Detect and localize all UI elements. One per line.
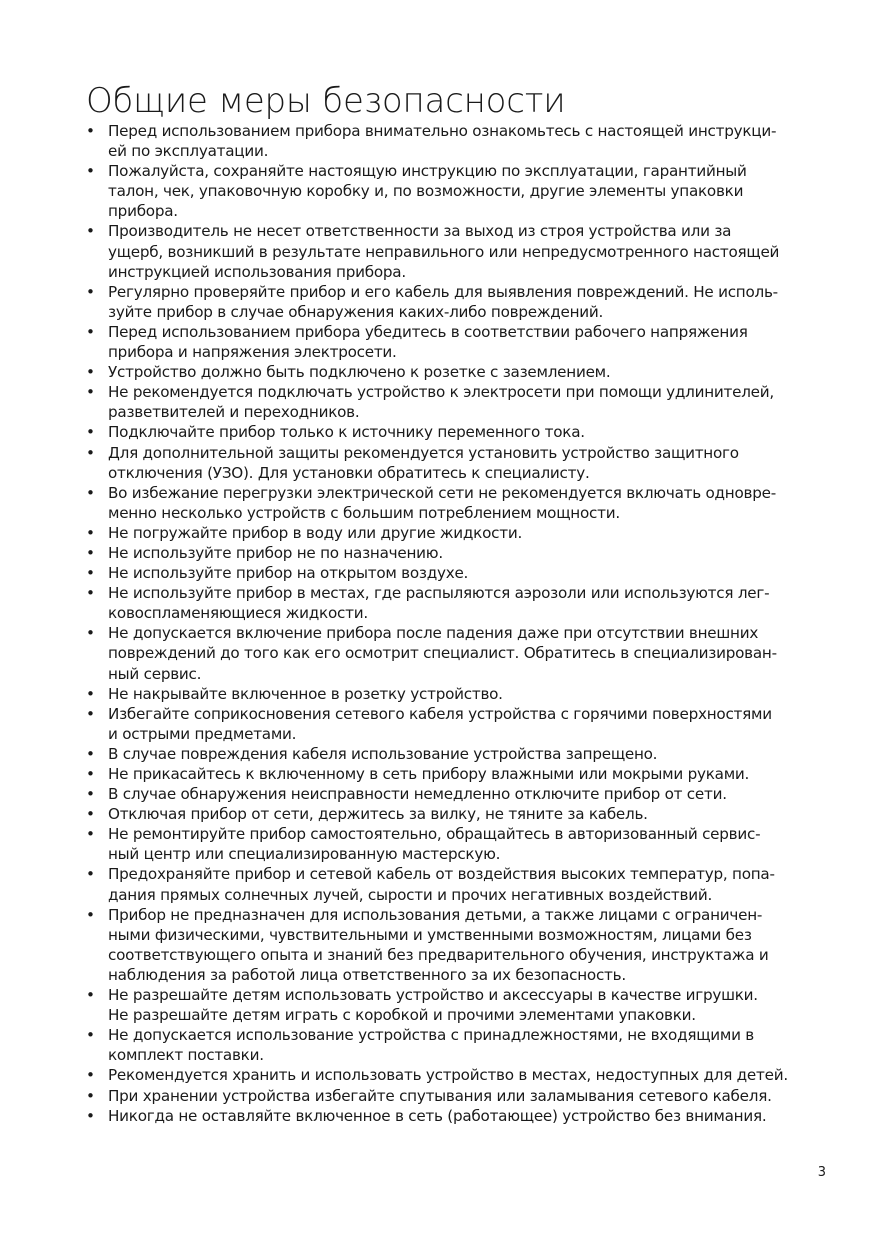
list-item-text: Никогда не оставляйте включенное в сеть (работающее) устройство без внимания. xyxy=(108,1106,767,1125)
list-item xyxy=(86,161,816,221)
list-item xyxy=(86,221,816,281)
list-item xyxy=(86,483,816,523)
list-item-text: Подключайте прибор только к источнику переменного тока. xyxy=(108,423,585,442)
list-item-text: Перед использованием прибора убедитесь в соответствии рабочего напряжения прибора и напряжения электросети. xyxy=(108,322,748,362)
list-item-text: В случае повреждения кабеля использование устройства запрещено. xyxy=(108,744,658,763)
list-item-text: Не используйте прибор в местах, где распыляются аэрозоли или используются лег- ковоспламеняющиеся жидкости. xyxy=(108,584,770,623)
list-item xyxy=(86,523,816,543)
list-item xyxy=(86,623,816,683)
list-item xyxy=(86,905,816,985)
bullet-icon: • xyxy=(86,584,95,603)
list-item xyxy=(86,422,816,442)
bullet-icon: • xyxy=(86,443,95,462)
list-item xyxy=(86,684,816,704)
bullet-icon: • xyxy=(86,423,95,442)
list-item xyxy=(86,382,816,422)
bullet-icon: • xyxy=(86,122,95,140)
list-item-text: Во избежание перегрузки электрической сети не рекомендуется включать одновре- менно несколько устройств с большим потреблением мощности. xyxy=(108,483,776,522)
bullet-icon: • xyxy=(86,1086,95,1105)
bullet-icon: • xyxy=(86,765,95,783)
list-item-text: Регулярно проверяйте прибор и его кабель для выявления повреждений. Не исполь- зуйте прибор в случае обнаружения каких-либо повреждений. xyxy=(108,282,778,321)
bullet-icon: • xyxy=(86,865,95,884)
list-item xyxy=(86,121,816,161)
bullet-icon: • xyxy=(86,684,95,703)
list-item xyxy=(86,583,816,623)
list-item xyxy=(86,764,816,784)
list-item xyxy=(86,563,816,583)
list-item-text: Избегайте соприкосновения сетевого кабеля устройства с горячими поверхностями и острыми предметами. xyxy=(108,704,772,743)
list-item xyxy=(86,704,816,744)
bullet-icon: • xyxy=(86,282,95,301)
bullet-icon: • xyxy=(86,543,95,562)
list-item xyxy=(86,282,816,322)
list-item-text: Производитель не несет ответственности за выход из строя устройства или за ущерб, возникший в результате неправильного или непредусмотренного настоящей инструкцией использования прибора. xyxy=(108,222,780,281)
page-number: 3 xyxy=(817,1165,826,1180)
bullet-icon: • xyxy=(86,805,95,824)
bullet-icon: • xyxy=(86,322,95,341)
list-item-text: Не используйте прибор не по назначению. xyxy=(108,543,443,562)
list-item-text: В случае обнаружения неисправности немедленно отключите прибор от сети. xyxy=(108,785,727,804)
list-item-text: Не используйте прибор на открытом воздухе. xyxy=(108,564,469,583)
bullet-icon: • xyxy=(86,523,95,542)
list-item-text: Не разрешайте детям использовать устройство и аксессуары в качестве игрушки. Не разрешайте детям играть с коробкой и прочими элементами упаковки. xyxy=(108,986,758,1025)
page-title: Общие меры безопасности xyxy=(86,81,566,121)
bullet-icon: • xyxy=(86,704,95,723)
list-item xyxy=(86,1106,816,1126)
list-item-text: Не рекомендуется подключать устройство к электросети при помощи удлинителей, разветвителей и переходников. xyxy=(108,383,774,422)
bullet-icon: • xyxy=(86,222,95,241)
bullet-icon: • xyxy=(86,1066,95,1085)
list-item xyxy=(86,443,816,483)
bullet-icon: • xyxy=(86,383,95,402)
list-item-text: Не накрывайте включенное в розетку устройство. xyxy=(108,684,503,703)
bullet-icon: • xyxy=(86,624,95,643)
list-item-text: Прибор не предназначен для использования детьми, а также лицами с ограничен- ными физическими, чувствительными и умственными возможностям, лицами без соответствующего опыта и знаний без предварительного обучения, инструктажа и наблюдения за работой лица ответственного за их безопасность. xyxy=(108,905,769,984)
list-item-text: Для дополнительной защиты рекомендуется установить устройство защитного отключения (УЗО). Для установки обратитесь к специалисту. xyxy=(108,443,739,482)
list-item-text: Пожалуйста, сохраняйте настоящую инструкцию по эксплуатации, гарантийный талон, чек, упаковочную коробку и, по возможности, другие элементы упаковки прибора. xyxy=(108,162,747,221)
bullet-icon: • xyxy=(86,363,95,382)
list-item-text: Предохраняйте прибор и сетевой кабель от воздействия высоких температур, попа- дания прямых солнечных лучей, сырости и прочих негативных воздействий. xyxy=(108,865,775,904)
bullet-icon: • xyxy=(86,564,95,583)
list-item-text: При хранении устройства избегайте спутывания или заламывания сетевого кабеля. xyxy=(108,1086,772,1105)
bullet-icon: • xyxy=(86,483,95,502)
bullet-icon: • xyxy=(86,1026,95,1045)
bullet-icon: • xyxy=(86,1106,95,1125)
bullet-icon: • xyxy=(86,825,95,844)
list-item-text: Перед использованием прибора внимательно ознакомьтесь с настоящей инструкци- ей по эксплуатации. xyxy=(108,122,777,161)
list-item-text: Не прикасайтесь к включенному в сеть прибору влажными или мокрыми руками. xyxy=(108,765,750,783)
list-item xyxy=(86,864,816,904)
list-item xyxy=(86,784,816,804)
bullet-icon: • xyxy=(86,162,95,181)
list-item xyxy=(86,985,816,1025)
list-item xyxy=(86,1065,816,1085)
safety-measures-list xyxy=(86,121,816,1126)
list-item-text: Не погружайте прибор в воду или другие жидкости. xyxy=(108,523,523,542)
list-item-text: Не допускается использование устройства с принадлежностями, не входящими в комплект поставки. xyxy=(108,1026,754,1065)
list-item xyxy=(86,322,816,362)
list-item-text: Не допускается включение прибора после падения даже при отсутствии внешних повреждений до того как его осмотрит специалист. Обратитесь в специализирован- ный сервис. xyxy=(108,624,777,683)
list-item xyxy=(86,362,816,382)
list-item xyxy=(86,824,816,864)
list-item-text: Отключая прибор от сети, держитесь за вилку, не тяните за кабель. xyxy=(108,805,648,824)
list-item xyxy=(86,804,816,824)
list-item xyxy=(86,1086,816,1106)
list-item-text: Устройство должно быть подключено к розетке с заземлением. xyxy=(108,363,611,382)
bullet-icon: • xyxy=(86,986,95,1005)
list-item xyxy=(86,1025,816,1065)
list-item xyxy=(86,543,816,563)
bullet-icon: • xyxy=(86,905,95,924)
list-item xyxy=(86,744,816,764)
bullet-icon: • xyxy=(86,744,95,763)
bullet-icon: • xyxy=(86,785,95,804)
list-item-text: Не ремонтируйте прибор самостоятельно, обращайтесь в авторизованный сервис- ный центр или специализированную мастерскую. xyxy=(108,825,761,864)
list-item-text: Рекомендуется хранить и использовать устройство в местах, недоступных для детей. xyxy=(108,1066,788,1085)
